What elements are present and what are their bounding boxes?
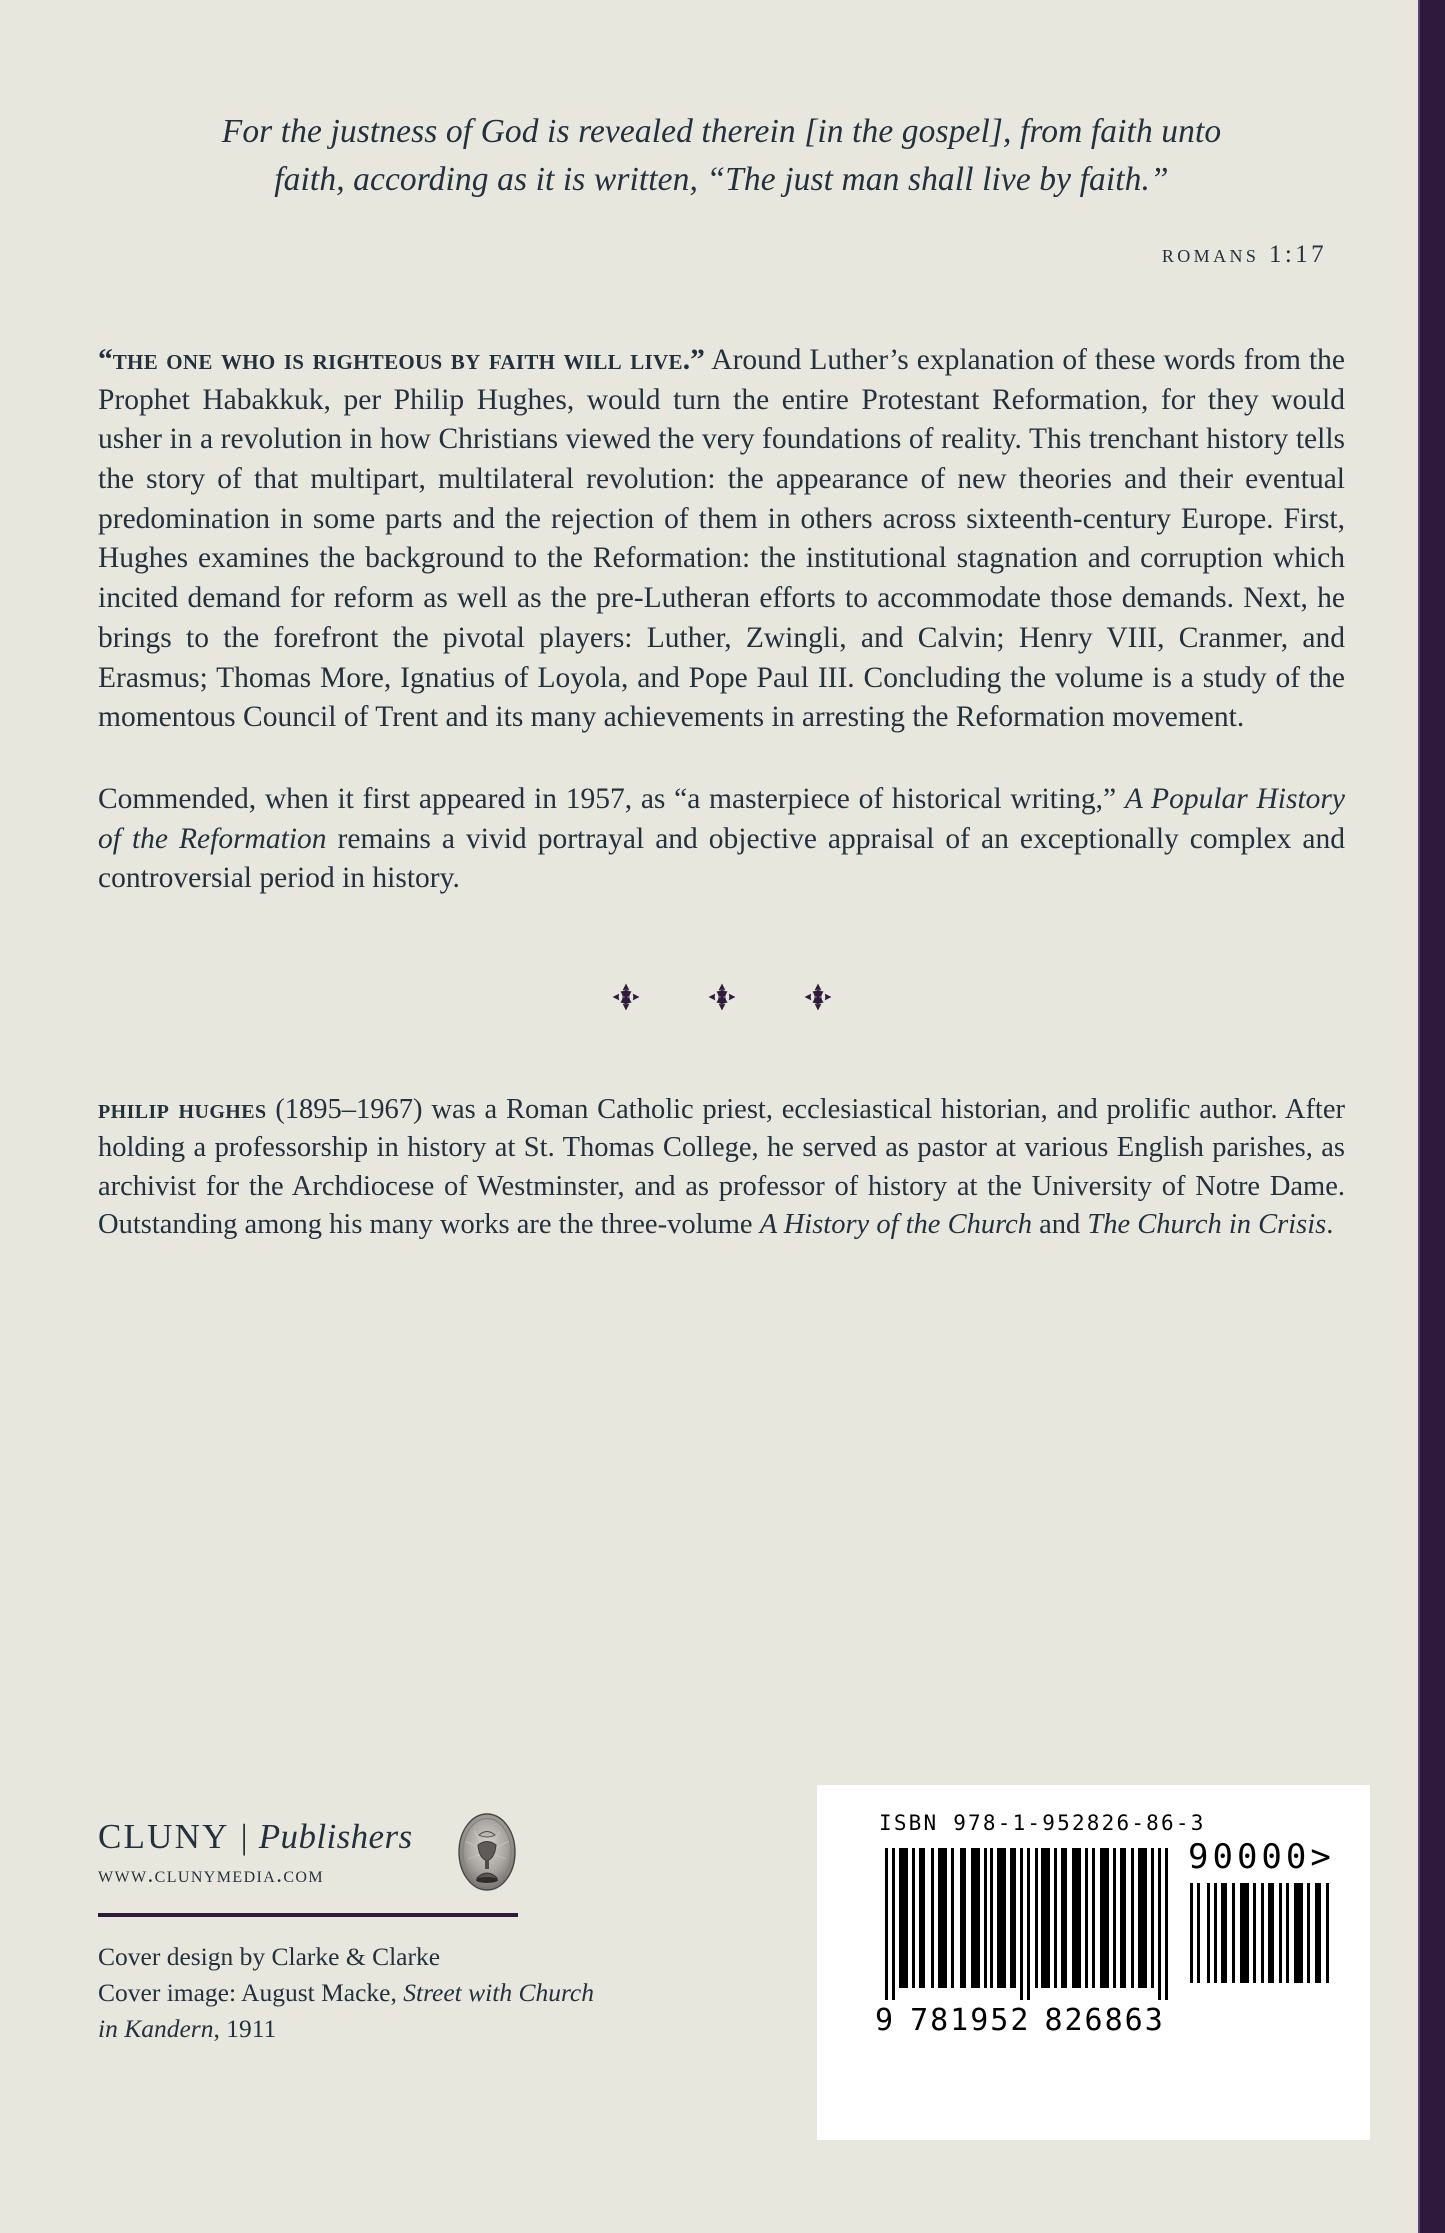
credit-image-line bbox=[98, 1975, 658, 2011]
publisher-logo-row bbox=[98, 1811, 518, 1893]
epigraph-attribution: romans 1:17 bbox=[1161, 241, 1327, 269]
publisher-column bbox=[98, 1811, 658, 2048]
author-bio-block bbox=[98, 1091, 1345, 1245]
credit-artwork-title-b: in Kandern bbox=[98, 2014, 214, 2044]
diamond-floral-ornament-icon bbox=[804, 983, 832, 1011]
author-work-title-2: The Church in Crisis bbox=[1087, 1209, 1327, 1241]
chalice-emblem-icon bbox=[456, 1811, 518, 1893]
barcode-panel bbox=[817, 1785, 1370, 2140]
isbn-label: ISBN 978-1-952826-86-3 bbox=[879, 1811, 1206, 1835]
blurb-block bbox=[98, 341, 1345, 899]
epigraph-line-1: For the justness of God is revealed therein [in the gospel], from faith unto bbox=[221, 113, 1222, 150]
author-bio-text-a: was a Roman Catholic priest, ecclesiastical historian, and prolific author. After holding a professorship in history at St. Thomas College, he served as pastor at various English parishes, as archivist for the Archdiocese of Westminster, and as professor of history at the University of Notre Dame. Outstanding among his many works are the three-volume bbox=[98, 1093, 1345, 1241]
barcode-digit-lead: 9 bbox=[875, 2003, 895, 2038]
publisher-suffix: Publishers bbox=[258, 1816, 413, 1856]
blurb-paragraph-1 bbox=[98, 341, 1345, 738]
diamond-floral-ornament-icon bbox=[612, 983, 640, 1011]
publisher-divider-rule bbox=[98, 1913, 518, 1917]
epigraph-quote bbox=[98, 108, 1345, 203]
publisher-url[interactable]: www.clunymedia.com bbox=[98, 1861, 325, 1887]
credit-artwork-year: , 1911 bbox=[213, 2014, 277, 2044]
cover-footer bbox=[98, 1811, 1370, 2141]
ornament-divider-row bbox=[98, 969, 1345, 1025]
epigraph-line-2: faith, according as it is written, “The just man shall live by faith.” bbox=[274, 160, 1169, 198]
book-spine-edge bbox=[1418, 0, 1445, 2233]
blurb-lead-open-quote: “ bbox=[98, 344, 113, 377]
blurb-book-title: A Popular History of the Reformation bbox=[98, 782, 1345, 855]
publisher-wordmark bbox=[98, 1817, 413, 1888]
blurb-lead-smallcaps: the one who is righteous by faith will live bbox=[112, 344, 683, 377]
author-dates: (1895–1967) bbox=[266, 1093, 423, 1125]
credit-design-line: Cover design by Clarke & Clarke bbox=[98, 1942, 441, 1971]
blurb-paragraph-2-part-b: remains a vivid portrayal and objective appraisal of an exceptionally complex and controversial period in history. bbox=[98, 822, 1345, 895]
credit-image-prefix: Cover image: August Macke, bbox=[98, 1978, 404, 2008]
credit-artwork-title-a: Street with Church bbox=[403, 1978, 594, 2008]
price-addon-digits: 90000> bbox=[1188, 1837, 1335, 1877]
barcode-digits-left: 781952 bbox=[910, 2003, 1031, 2038]
publisher-divider: | bbox=[240, 1816, 250, 1856]
publisher-name-line bbox=[98, 1817, 413, 1857]
blurb-paragraph-2 bbox=[98, 780, 1345, 899]
barcode-human-digits bbox=[875, 2003, 1370, 2038]
cover-credits bbox=[98, 1939, 658, 2048]
blurb-paragraph-1-body: Around Luther’s explanation of these words from the Prophet Habakkuk, per Philip Hughes, would turn the entire Protestant Reformation, for they would usher in a revolution in how Christians viewed the very foundations of reality. This trenchant history tells the story of that multipart, multilateral revolution: the appearance of new theories and their eventual predomination in some parts and the rejection of them in others across sixteenth-century Europe. First, Hughes examines the background to the Reformation: the institutional stagnation and corruption which incited demand for reform as well as the pre-Lutheran efforts to accommodate those demands. Next, he brings to the forefront the pivotal players: Luther, Zwingli, and Calvin; Henry VIII, Cranmer, and Erasmus; Thomas More, Ignatius of Loyola, and Pope Paul III. Concluding the volume is a study of the momentous Council of Trent and its many achievements in arresting the Reformation movement. bbox=[98, 344, 1345, 734]
author-bio-paragraph bbox=[98, 1091, 1345, 1245]
blurb-lead-close-quote: .” bbox=[682, 344, 705, 377]
author-work-title-1: A History of the Church bbox=[759, 1209, 1033, 1241]
publisher-name: CLUNY bbox=[98, 1816, 230, 1856]
blurb-paragraph-2-part-a: Commended, when it first appeared in 1957, as “a masterpiece of historical writing,” bbox=[98, 782, 1125, 815]
barcode-digits-right: 826863 bbox=[1044, 2003, 1165, 2038]
author-bio-text-b: and bbox=[1032, 1209, 1088, 1241]
ean13-barcode bbox=[879, 1848, 1177, 2000]
credit-image-line-2 bbox=[98, 2011, 658, 2047]
author-bio-text-c: . bbox=[1326, 1209, 1334, 1241]
price-addon-barcode bbox=[1188, 1883, 1331, 1983]
diamond-floral-ornament-icon bbox=[708, 983, 736, 1011]
price-addon-block bbox=[1188, 1837, 1338, 1983]
author-name: philip hughes bbox=[98, 1093, 267, 1125]
